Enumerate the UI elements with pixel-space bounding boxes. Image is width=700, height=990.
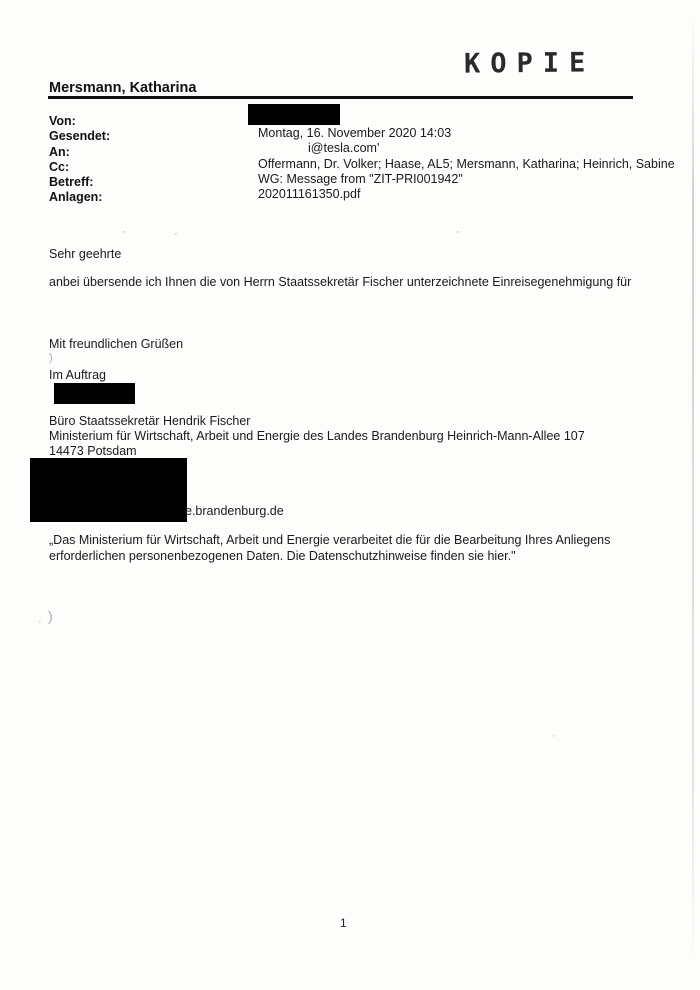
scan-speck: · [456,226,460,238]
scan-speck: · [552,730,556,742]
email-domain: e.brandenburg.de [185,504,284,518]
cc-value: Offermann, Dr. Volker; Haase, AL5; Mersmann, Katharina; Heinrich, Sabine [258,157,675,171]
page-number: 1 [340,916,347,930]
im-auftrag: Im Auftrag [49,368,106,382]
sent-label: Gesendet: [49,129,111,143]
to-label: An: [49,145,70,159]
scan-speck: · [174,228,178,240]
closing: Mit freundlichen Grüßen [49,337,184,351]
office-line: Büro Staatssekretär Hendrik Fischer [49,414,251,428]
city-line: 14473 Potsdam [49,444,137,458]
copy-stamp: KOPIE [463,47,596,80]
ministry-address: Ministerium für Wirtschaft, Arbeit und Energie des Landes Brandenburg Heinrich-Mann-Allee 107 [49,429,585,443]
scan-speck: · [38,616,42,628]
subject-label: Betreff: [49,175,94,189]
from-label: Von: [49,114,76,128]
subject-value: WG: Message from "ZIT-PRI001942" [258,172,463,186]
sent-value: Montag, 16. November 2020 14:03 [258,126,452,140]
attachments-value: 202011161350.pdf [258,187,361,201]
scan-edge-shadow [692,10,694,970]
scan-speck: ) [49,352,53,364]
attachments-label: Anlagen: [49,190,103,204]
redacted-from [248,104,340,125]
privacy-notice-line-1: „Das Ministerium für Wirtschaft, Arbeit und Energie verarbeitet die für die Bearbeitung Ihres Anliegens [49,533,611,547]
body-line: anbei übersende ich Ihnen die von Herrn Staatssekretär Fischer unterzeichnete Einreisegenehmigung für [49,275,632,289]
scan-speck: · [122,226,126,238]
sender-name: Mersmann, Katharina [49,80,197,96]
to-value: i@tesla.com' [308,141,380,155]
redacted-signatory [54,383,135,404]
greeting: Sehr geehrte [49,247,122,261]
header-rule [48,96,633,99]
privacy-notice-line-2: erforderlichen personenbezogenen Daten. Die Datenschutzhinweise finden sie hier." [49,549,516,563]
cc-label: Cc: [49,160,70,174]
scan-speck: ) [48,608,53,624]
redacted-contact-block [30,458,187,522]
